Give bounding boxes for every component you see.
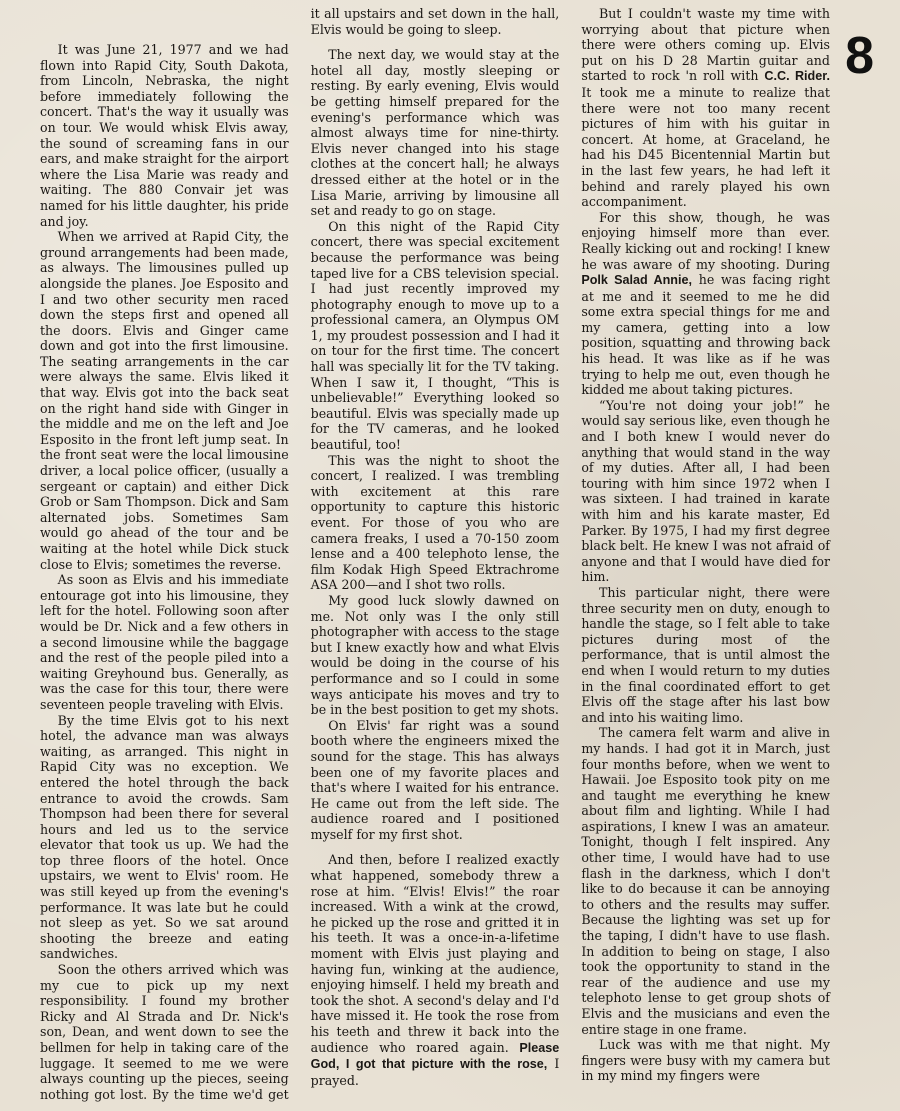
song-title: C.C. Rider.	[764, 69, 830, 84]
paragraph: By the time Elvis got to his next hotel, the advance man was always waiting, as arranged. This night in Rapid City was no exception. We entered the hotel through the back entrance to avoid the crowds. Sam Thompson had been there for several hours and led us to the service elevator that took us up. We had the top three floors of the hotel. Once upstairs, we went to Elvis' room. He was still keyed up from the evening's performance. It was late but he could not sleep as yet. So we sat around shooting the breeze and eating sandwiches.	[40, 712, 289, 962]
paragraph: “You're not doing your job!” he would say serious like, even though he and I both knew I would never do anything that would stand in the way of my duties. After all, I had been touring with him since 1972 when I was sixteen. I had trained in karate with him and his karate master, Ed Parker. By 1975, I had my first degree black belt. He knew I was not afraid of anyone and that I would have died for him.	[581, 397, 830, 585]
paragraph	[311, 852, 560, 1088]
paragraph-text: For this show, though, he was enjoying himself more than ever. Really kicking out and rocking! I knew he was aware of my shooting. During	[581, 209, 830, 272]
paragraph-text: And then, before I realized exactly what happened, somebody threw a rose at him. “Elvis! Elvis!” the roar increased. With a wink at the crowd, he picked up the rose and gritted it in his teeth. It was a once-in-a-lifetime moment with Elvis just playing and having fun, winking at the audience, enjoying himself. I held my breath and took the shot. A second's delay and I'd have missed it. He took the rose from his teeth and threw it back into the audience who roared again.	[310, 852, 560, 1055]
paragraph: On Elvis' far right was a sound booth where the engineers mixed the sound for the stage. This has always been one of my favorite places and that's where I waited for his entrance. He came out from the left side. The audience roared and I positioned myself for my first shot.	[310, 717, 560, 842]
page-number: 8	[845, 27, 874, 85]
paragraph	[581, 210, 830, 398]
paragraph	[581, 6, 830, 210]
paragraph: Soon the others arrived which was my cue to pick up my next responsibility. I found my brother Ricky and Al Strada and Dr. Nick's son, Dean, and went down to see the bellmen for help in taking care of the luggage. It seemed to me we were always counting up the pieces, seeing nothing got lost. By the time we'd get it all upstairs and set down in the hall, Elvis would be going to sleep.	[40, 6, 560, 1102]
paragraph: Luck was with me that night. My fingers were busy with my camera but in my mind my fingers were	[581, 1037, 830, 1084]
paragraph-text: I prayed.	[310, 1056, 560, 1088]
paragraph-text: But I couldn't waste my time with worrying about that picture when there were others coming up. Elvis put on his D 28 Martin guitar and started to rock 'n roll with	[581, 6, 830, 84]
song-title: Polk Salad Annie,	[581, 273, 692, 288]
paragraph: The camera felt warm and alive in my hands. I had got it in March, just four months before, when we went to Hawaii. Joe Esposito took pity on me and taught me everything he knew about film and lighting. While I had aspirations, I knew I was an amateur. Tonight, though I felt inspired. Any other time, I would have had to use flash in the darkness, which I don't like to do because it can be annoying to others and the results may suffer. Because the lighting was set up for the taping, I didn't have to use flash. In addition to being on stage, I also took the opportunity to stand in the rear of the audience and use my telephoto lense to get group shots of Elvis and the musicians and even the entire stage in one frame.	[581, 725, 830, 1037]
paragraph: The next day, we would stay at the hotel all day, mostly sleeping or resting. By early evening, Elvis would be getting himself prepared for the evening's performance which was almost always time for nine-thirty. Elvis never changed into his stage clothes at the concert hall; he always dressed either at the hotel or in the Lisa Marie, arriving by limousine all set and ready to go on stage.	[310, 47, 560, 219]
paragraph: When we arrived at Rapid City, the ground arrangements had been made, as always. The limousines pulled up alongside the planes. Joe Esposito and I and two other security men raced down the steps first and opened all the doors. Elvis and Ginger came down and got into the first limousine. The seating arrangements in the car were always the same. Elvis liked it that way. Elvis got into the back seat on the right hand side with Ginger in the middle and me on the left and Joe Esposito in the front left jump seat. In the front seat were the local limousine driver, a local police officer, (usually a sergeant or captain) and either Dick Grob or Sam Thompson. Dick and Sam alternated jobs. Sometimes Sam would go ahead of the tour and be waiting at the hotel while Dick stuck close to Elvis; sometimes the reverse.	[40, 229, 289, 572]
bold-text: Please God, I got that picture with the rose,	[310, 1040, 560, 1072]
paragraph: As soon as Elvis and his immediate entourage got into his limousine, they left for the hotel. Following soon after would be Dr. Nick and a few others in a second limousine while the baggage and the rest of the people piled into a waiting Greyhound bus. Generally, as was the case for this tour, there were seventeen people traveling with Elvis.	[40, 572, 289, 712]
paragraph-text: he was facing right at me and it seemed to me he did some extra special things for me and my camera, getting into a low position, squatting and throwing back his head. It was like as if he was trying to help me out, even though he kidded me about taking pictures.	[581, 272, 830, 398]
paragraph: My good luck slowly dawned on me. Not only was I the only still photographer with access to the stage but I knew exactly how and what Elvis would be doing in the course of his performance and so I could in some ways anticipate his moves and try to be in the best position to get my shots.	[310, 592, 560, 718]
paragraph: This was the night to shoot the concert, I realized. I was trembling with excitement at this rare opportunity to capture this historic event. For those of you who are camera freaks, I used a 70-150 zoom lense and a 400 telephoto lense, the film Kodak High Speed Ektrachrome ASA 200—and I shot two rolls.	[310, 452, 560, 593]
article-body	[40, 6, 830, 1104]
paragraph-text: It took me a minute to realize that there were not too many recent pictures of him with his guitar in concert. At home, at Graceland, he had his D45 Bicentennial Martin but in the last few years, he had left it behind and rarely played his own accompaniment.	[581, 84, 830, 210]
paragraph: This particular night, there were three security men on duty, enough to handle the stage, so I felt able to take pictures during most of the performance, that is until almost the end when I would return to my duties in the final coordinated effort to get Elvis off the stage after his last bow and into his waiting limo.	[581, 584, 830, 725]
paragraph: It was June 21, 1977 and we had flown into Rapid City, South Dakota, from Lincoln, Nebraska, the night before immediately following the concert. That's the way it usually was on tour. We would whisk Elvis away, the sound of screaming fans in our ears, and make straight for the airport where the Lisa Marie was ready and waiting. The 880 Convair jet was named for his little daughter, his pride and joy.	[40, 42, 289, 229]
paragraph: On this night of the Rapid City concert, there was special excitement because the performance was being taped live for a CBS television special. I had just recently improved my photography enough to move up to a professional camera, an Olympus OM 1, my proudest possession and I had it on tour for the first time. The concert hall was specially lit for the TV taking. When I saw it, I thought, “This is unbelievable!” Everything looked so beautiful. Elvis was specially made up for the TV cameras, and he looked beautiful, too!	[310, 218, 560, 453]
